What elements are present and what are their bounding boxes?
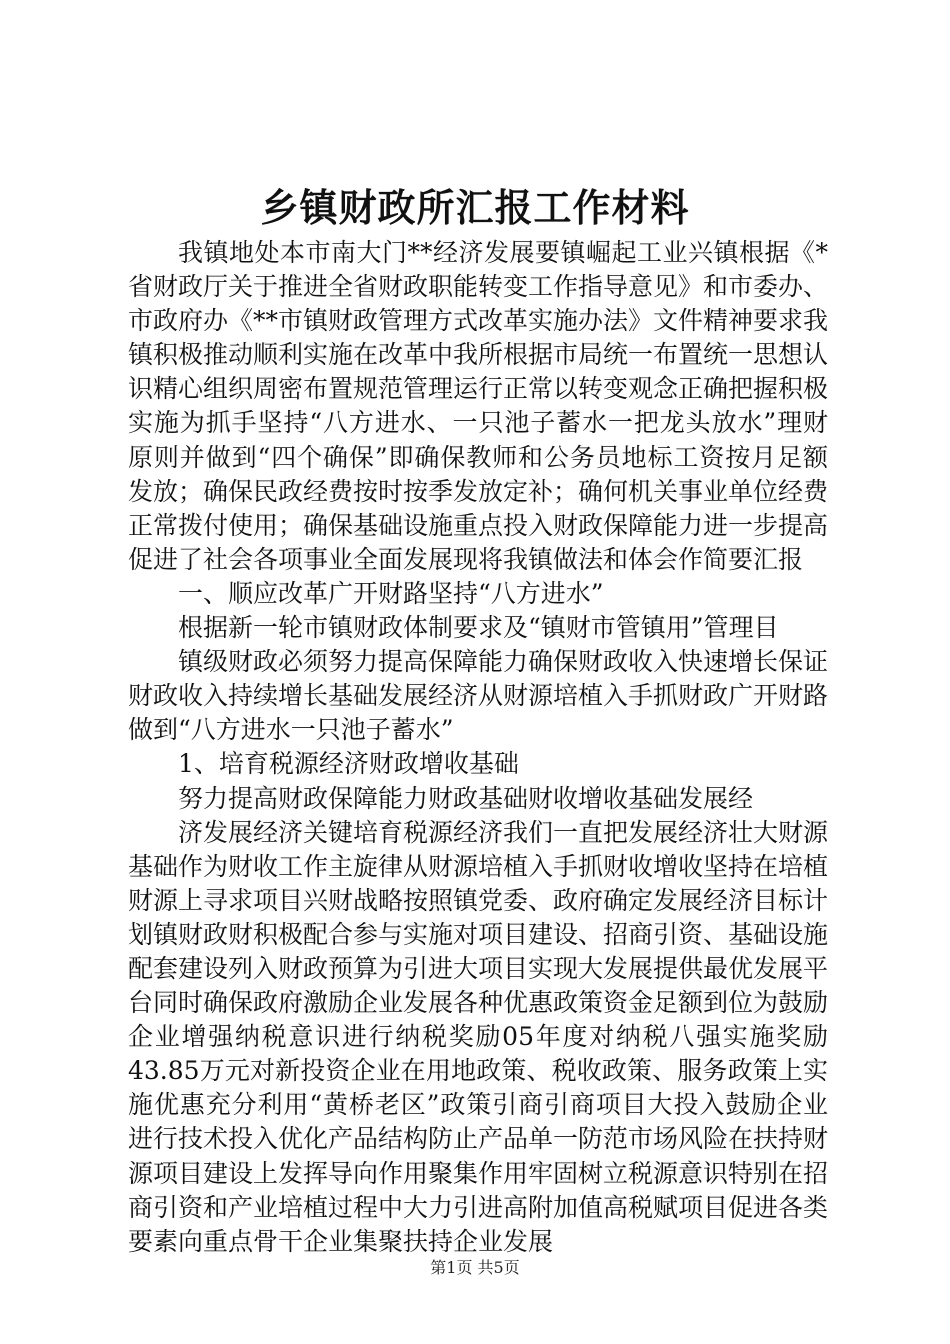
paragraph-6: 济发展经济关键培育税源经济我们一直把发展经济壮大财源基础作为财收工作主旋律从财源培植入手抓财收增收坚持在培植财源上寻求项目兴财战略按照镇党委、政府确定发展经济目标计划镇财政财积极配合参与实施对项目建设、招商引资、基础设施配套建设列入财政预算为引进大项目实现大发展提供最优发展平台同时确保政府激励企业发展各种优惠政策资金足额到位为鼓励企业增强纳税意识进行纳税奖励05年度对纳税八强实施奖励43.85万元对新投资企业在用地政策、税收政策、服务政策上实施优惠充分利用“黄桥老区”政策引商引商项目大投入鼓励企业进行技术投入优化产品结构防止产品单一防范市场风险在扶持财源项目建设上发挥导向作用聚集作用牢固树立税源意识特别在招商引资和产业培植过程中大力引进高附加值高税赋项目促进各类要素向重点骨干企业集聚扶持企业发展 bbox=[128, 817, 829, 1256]
subsection-heading-1: 1、培育税源经济财政增收基础 bbox=[178, 749, 519, 779]
document-title: 乡镇财政所汇报工作材料 bbox=[260, 185, 690, 230]
document-body bbox=[128, 236, 828, 1259]
paragraph-intro: 我镇地处本市南大门**经济发展要镇崛起工业兴镇根据《*省财政厅关于推进全省财政职能转变工作指导意见》和市委办、市政府办《**市镇财政管理方式改革实施办法》文件精神要求我镇积极推动顺利实施在改革中我所根据市局统一布置统一思想认识精心组织周密布置规范管理运行正常以转变观念正确把握积极实施为抓手坚持“八方进水、一只池子蓄水一把龙头放水”理财原则并做到“四个确保”即确保教师和公务员地标工资按月足额发放；确保民政经费按时按季发放定补；确何机关事业单位经费正常拨付使用；确保基础设施重点投入财政保障能力进一步提高促进了社会各项事业全面发展现将我镇做法和体会作简要汇报 bbox=[128, 238, 829, 574]
section-heading-1: 一、顺应改革广开财路坚持“八方进水” bbox=[178, 578, 604, 608]
paragraph-5: 努力提高财政保障能力财政基础财收增收基础发展经 bbox=[178, 783, 754, 813]
page-number-footer: 第1页 共5页 bbox=[430, 1258, 520, 1277]
paragraph-2: 根据新一轮市镇财政体制要求及“镇财市管镇用”管理目 bbox=[178, 613, 779, 643]
paragraph-3: 镇级财政必须努力提高保障能力确保财政收入快速增长保证财政收入持续增长基础发展经济从财源培植入手抓财政广开财路做到“八方进水一只池子蓄水” bbox=[128, 647, 829, 745]
